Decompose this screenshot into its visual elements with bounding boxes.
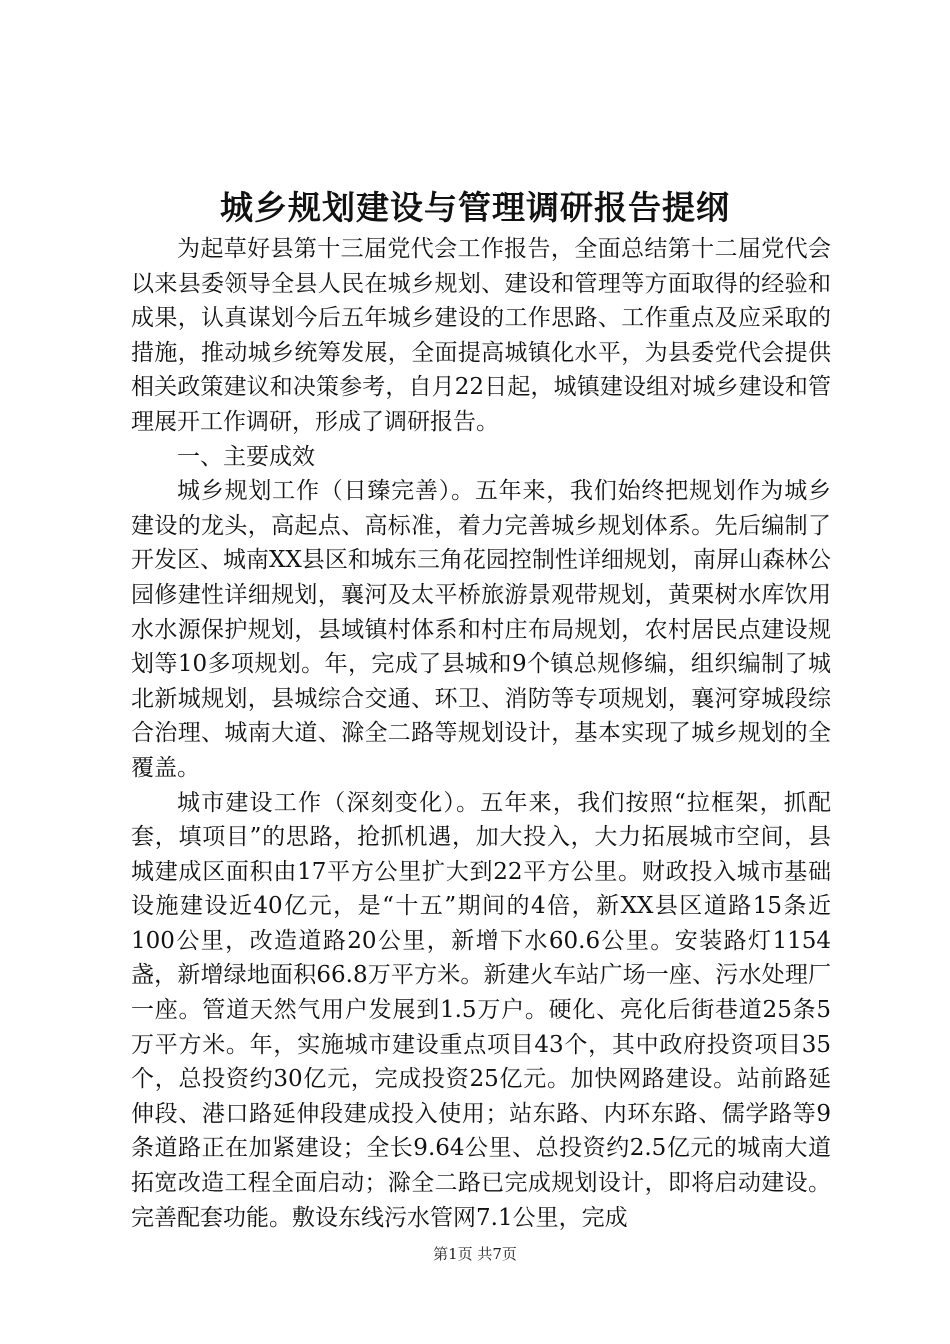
section-heading: 一、主要成效 [177,443,315,470]
construction-paragraph: 城市建设工作（深刻变化）。五年来，我们按照“拉框架，抓配套，填项目”的思路，抢抓机遇，加大投入，大力拓展城市空间，县城建成区面积由17平方公里扩大到22平方公里。财政投入城市基础设施建设近40亿元，是“十五”期间的4倍，新XX县区道路15条近100公里，改造道路20公里，新增下水60.6公里。安装路灯1154盏，新增绿地面积66.8万平方米。新建火车站广场一座、污水处理厂一座。管道天然气用户发展到1.5万户。硬化、亮化后街巷道25条5万平方米。年，实施城市建设重点项目43个，其中政府投资项目35个，总投资约30亿元，完成投资25亿元。加快网路建设。站前路延伸段、港口路延伸段建成投入使用；站东路、内环东路、儒学路等9条道路正在加紧建设；全长9.64公里、总投资约2.5亿元的城南大道拓宽改造工程全面启动；滁全二路已完成规划设计，即将启动建设。完善配套功能。敷设东线污水管网7.1公里，完成 [131,789,831,1231]
page-footer: 第1页 共7页 [433,1245,517,1263]
document-body [131,232,831,1235]
document-title: 城乡规划建设与管理调研报告提纲 [220,188,730,227]
intro-paragraph: 为起草好县第十三届党代会工作报告，全面总结第十二届党代会以来县委领导全县人民在城乡规划、建设和管理等方面取得的经验和成果，认真谋划今后五年城乡建设的工作思路、工作重点及应采取的措施，推动城乡统筹发展，全面提高城镇化水平，为县委党代会提供相关政策建议和决策参考，自月22日起，城镇建设组对城乡建设和管理展开工作调研，形成了调研报告。 [131,236,831,435]
planning-paragraph: 城乡规划工作（日臻完善）。五年来，我们始终把规划作为城乡建设的龙头，高起点、高标准，着力完善城乡规划体系。先后编制了开发区、城南XX县区和城东三角花园控制性详细规划，南屏山森林公园修建性详细规划，襄河及太平桥旅游景观带规划，黄栗树水库饮用水水源保护规划，县域镇村体系和村庄布局规划，农村居民点建设规划等10多项规划。年，完成了县城和9个镇总规修编，组织编制了城北新城规划，县城综合交通、环卫、消防等专项规划，襄河穿城段综合治理、城南大道、滁全二路等规划设计，基本实现了城乡规划的全覆盖。 [131,478,831,781]
